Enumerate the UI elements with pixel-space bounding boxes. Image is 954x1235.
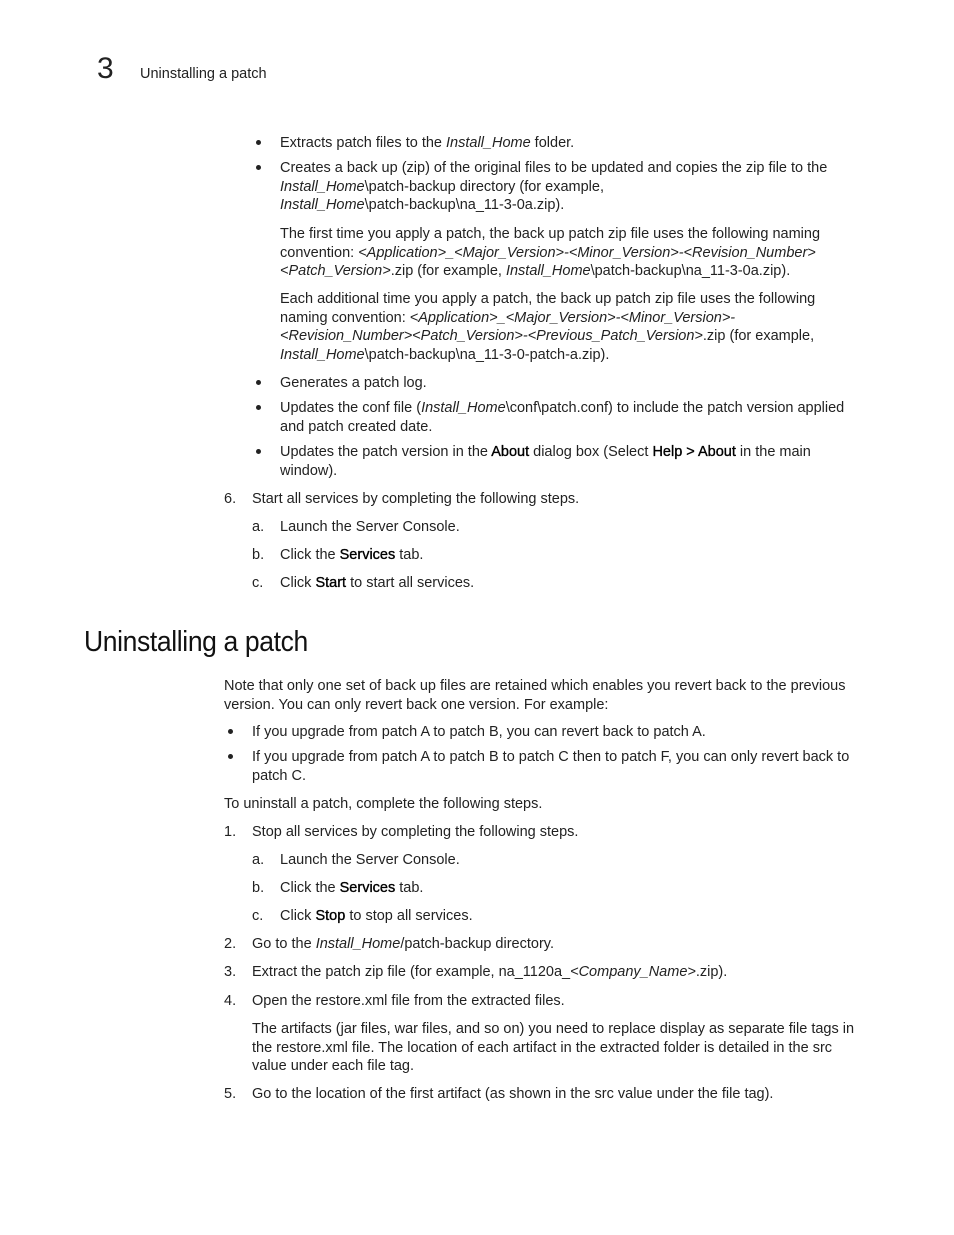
list-item (280, 159, 827, 215)
paragraph (280, 290, 815, 364)
text: tab. (395, 547, 424, 563)
step-number: 6. (224, 491, 237, 507)
line: Creates a back up (zip) of the original files to be updated and copies the zip file to the (280, 160, 828, 176)
ui-term: Start (315, 575, 347, 591)
text: to start all services. (346, 575, 475, 591)
list-item (252, 748, 849, 785)
step-number: 3. (224, 964, 237, 980)
step-text: Stop all services by completing the following steps. (252, 824, 579, 840)
text: .zip (for example, (390, 263, 506, 279)
text: \conf\patch.conf) to include the patch version applied (505, 400, 845, 416)
ui-term: About (491, 444, 530, 460)
text: \patch-backup directory (for example, (364, 178, 604, 195)
line (280, 346, 815, 365)
step-text: Go to the location of the first artifact (as shown in the src value under the file tag). (252, 1086, 774, 1102)
text: to stop all services. (345, 908, 473, 924)
running-header-title: Uninstalling a patch (140, 66, 267, 82)
text: Go to the (252, 936, 316, 952)
line (280, 178, 827, 197)
text: Click (280, 908, 316, 924)
line (280, 309, 815, 328)
text: Updates the patch version in the (280, 444, 492, 460)
substep-text: Launch the Server Console. (280, 852, 460, 868)
text: \patch-backup\na_11-3-0a.zip). (590, 263, 791, 279)
bullet-icon (256, 165, 261, 170)
emphasis: Install_Home (280, 197, 365, 213)
line: If you upgrade from patch A to patch B to patch C then to patch F, you can only revert back to (252, 749, 850, 765)
text: folder. (530, 135, 575, 151)
emphasis: Install_Home (505, 263, 591, 279)
list-item (280, 399, 844, 436)
ui-term: Stop (315, 908, 346, 924)
step-number: 1. (224, 824, 237, 840)
substep-text (280, 879, 423, 898)
line: The first time you apply a patch, the back up patch zip file uses the following naming (280, 226, 821, 242)
substep-letter: b. (252, 547, 265, 563)
substep-letter: a. (252, 519, 265, 535)
ui-term: Help > About (652, 444, 736, 460)
step-text (252, 935, 554, 954)
list-item: Generates a patch log. (280, 375, 427, 391)
step-text (252, 963, 727, 982)
bullet-icon (228, 729, 233, 734)
line: patch C. (252, 767, 306, 784)
line (280, 327, 815, 346)
text: Extracts patch files to the (280, 135, 447, 151)
line (280, 244, 820, 263)
line: Note that only one set of back up files are retained which enables you revert back to the previous (224, 678, 846, 694)
emphasis: <Application>_<Major_Version>-<Minor_Version>- (409, 309, 736, 326)
line: Each additional time you apply a patch, the back up patch zip file uses the following (280, 291, 816, 307)
step-text: Start all services by completing the following steps. (252, 491, 580, 507)
bullet-icon (228, 754, 233, 759)
line: the restore.xml file. The location of each artifact in the extracted folder is detailed in the src (252, 1039, 833, 1056)
text: dialog box (Select (529, 444, 653, 460)
emphasis: Install_Home (446, 135, 531, 151)
step-number: 5. (224, 1086, 237, 1102)
substep-letter: b. (252, 880, 265, 896)
section-heading: Uninstalling a patch (84, 626, 308, 658)
text: Extract the patch zip file (for example, na_1120a_ (252, 964, 571, 980)
line (280, 399, 844, 418)
text: \patch-backup\na_11-3-0-patch-a.zip). (364, 346, 610, 363)
text: naming convention: (280, 309, 410, 326)
ui-term: Services (339, 547, 396, 563)
line (280, 443, 811, 462)
text: in the main (735, 444, 811, 460)
emphasis: <Patch_Version> (280, 263, 391, 279)
substep-letter: c. (252, 908, 264, 924)
line (280, 196, 827, 215)
emphasis: Install_Home (315, 936, 401, 952)
bullet-icon (256, 405, 261, 410)
substep-text (280, 907, 473, 926)
line: and patch created date. (280, 418, 433, 435)
paragraph (280, 225, 820, 281)
step-note (252, 1020, 854, 1076)
bullet-icon (256, 380, 261, 385)
emphasis: <Application>_<Major_Version>-<Minor_Version>-<Revision_Number> (358, 244, 816, 261)
text: convention: (280, 244, 359, 261)
list-item (280, 443, 811, 480)
substep-text (280, 546, 423, 565)
text: Click the (280, 880, 340, 896)
emphasis: Install_Home (280, 346, 365, 363)
substep-letter: a. (252, 852, 265, 868)
text: .zip). (695, 964, 728, 980)
text: \patch-backup\na_11-3-0a.zip). (364, 197, 565, 213)
line: version. You can only revert back one version. For example: (224, 696, 609, 713)
text: tab. (395, 880, 424, 896)
substep-letter: c. (252, 575, 264, 591)
line: window). (280, 462, 338, 479)
step-text: Open the restore.xml file from the extracted files. (252, 993, 565, 1009)
step-number: 2. (224, 936, 237, 952)
emphasis: Install_Home (280, 178, 365, 195)
substep-text (280, 574, 474, 593)
step-number: 4. (224, 993, 237, 1009)
emphasis: Install_Home (421, 400, 506, 416)
paragraph: To uninstall a patch, complete the following steps. (224, 796, 543, 812)
text: Click (280, 575, 316, 591)
text: Click the (280, 547, 340, 563)
bullet-icon (256, 449, 261, 454)
emphasis: <Revision_Number><Patch_Version>-<Previous_Patch_Version> (280, 328, 703, 344)
line: value under each file tag. (252, 1058, 415, 1074)
bullet-icon (256, 140, 261, 145)
text: Updates the conf file ( (280, 400, 422, 416)
text: .zip (for example, (702, 328, 815, 344)
chapter-number: 3 (97, 52, 114, 85)
substep-text: Launch the Server Console. (280, 519, 460, 535)
emphasis: <Company_Name> (570, 964, 696, 980)
line (280, 262, 820, 281)
list-item (280, 134, 574, 153)
ui-term: Services (339, 880, 396, 896)
paragraph (224, 677, 845, 714)
line: The artifacts (jar files, war files, and so on) you need to replace display as separate file tags in (252, 1021, 855, 1037)
text: /patch-backup directory. (400, 936, 554, 952)
list-item: If you upgrade from patch A to patch B, you can revert back to patch A. (252, 724, 706, 740)
